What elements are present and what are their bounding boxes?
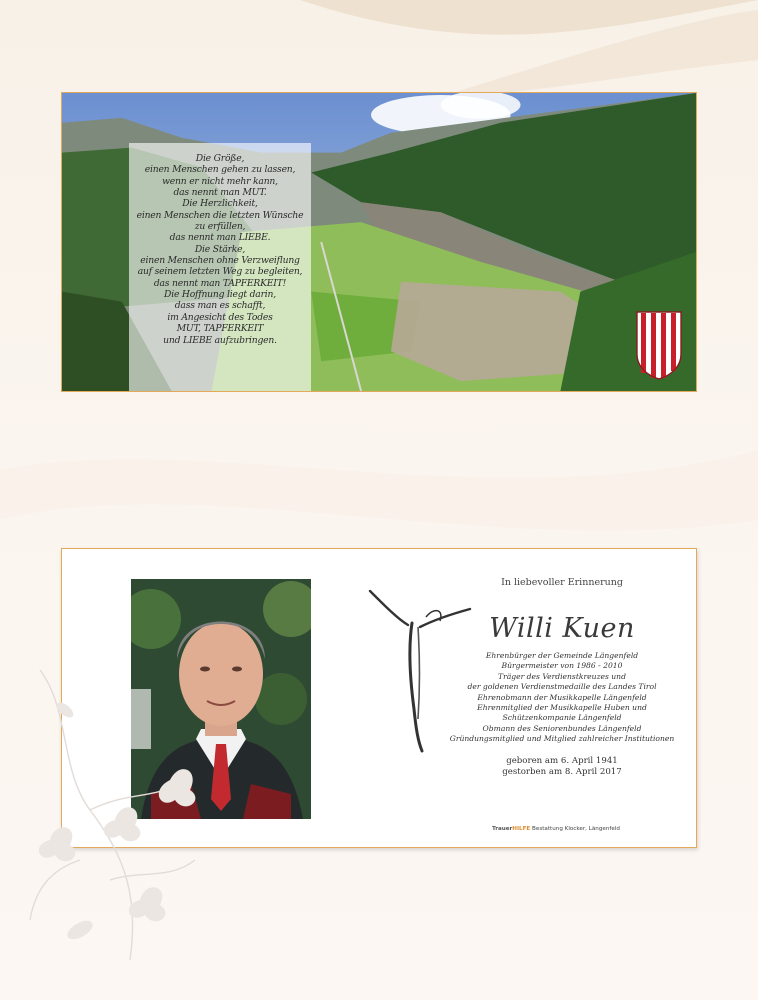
honor-line: Ehrenobmann der Musikkapelle Längenfeld [477, 692, 647, 702]
honor-line: der goldenen Verdienstmedaille des Landes Tirol [467, 682, 657, 692]
birth-date: geboren am 6. April 1941 [506, 755, 618, 766]
poem-panel [129, 143, 311, 391]
honors-list [442, 651, 682, 745]
brand-part-1: Trauer [492, 826, 513, 832]
landscape-card [61, 92, 697, 392]
poem-line: MUT, TAPFERKEIT [176, 323, 264, 335]
honor-line: Obmann des Seniorenbundes Längenfeld [482, 723, 642, 733]
floral-ornament-icon [20, 630, 210, 990]
brand-part-2: HILFE [512, 826, 531, 832]
poem-line: Die Stärke, [194, 243, 246, 255]
honor-line: Schützenkompanie Längenfeld [502, 713, 622, 723]
poem-line: zu erfüllen, [194, 221, 246, 233]
intro-text: In liebevoller Erinnerung [501, 577, 623, 588]
poem-line: einen Menschen ohne Verzweiflung [140, 255, 300, 267]
funeral-home-credit [492, 826, 620, 832]
poem-line: dass man es schafft, [174, 300, 266, 312]
coat-of-arms-icon [635, 310, 683, 380]
poem-line: und LIEBE aufzubringen. [163, 334, 277, 346]
honor-line: Träger des Verdienstkreuzes und [498, 671, 626, 681]
funeral-home-text: Bestattung Klocker, Längenfeld [532, 826, 620, 832]
poem-line: einen Menschen die letzten Wünsche [136, 209, 304, 221]
poem-line: Die Hoffnung liegt darin, [164, 289, 276, 301]
honor-line: Ehrenbürger der Gemeinde Längenfeld [485, 651, 639, 660]
death-date: gestorben am 8. April 2017 [502, 766, 622, 777]
poem-line: Die Herzlichkeit, [182, 198, 258, 210]
memorial-text [442, 577, 682, 778]
honor-line: Gründungsmitglied und Mitglied zahlreicher Institutionen [449, 734, 675, 744]
poem-line: einen Menschen gehen zu lassen, [144, 164, 296, 176]
poem-line: das nennt man TAPFERKEIT! [153, 277, 287, 289]
life-dates [442, 756, 682, 778]
poem-line: das nennt man MUT. [173, 187, 267, 199]
poem-line: Die Größe, [195, 153, 245, 164]
honor-line: Ehrenmitglied der Musikkapelle Huben und [477, 703, 647, 713]
deceased-name: Willi Kuen [489, 613, 635, 644]
poem-text [129, 153, 311, 346]
poem-line: im Angesicht des Todes [167, 311, 273, 323]
poem-line: auf seinem letzten Weg zu begleiten, [137, 266, 303, 278]
poem-line: wenn er nicht mehr kann, [162, 175, 278, 187]
honor-line: Bürgermeister von 1986 - 2010 [501, 661, 623, 671]
poem-line: das nennt man LIEBE. [169, 232, 271, 244]
